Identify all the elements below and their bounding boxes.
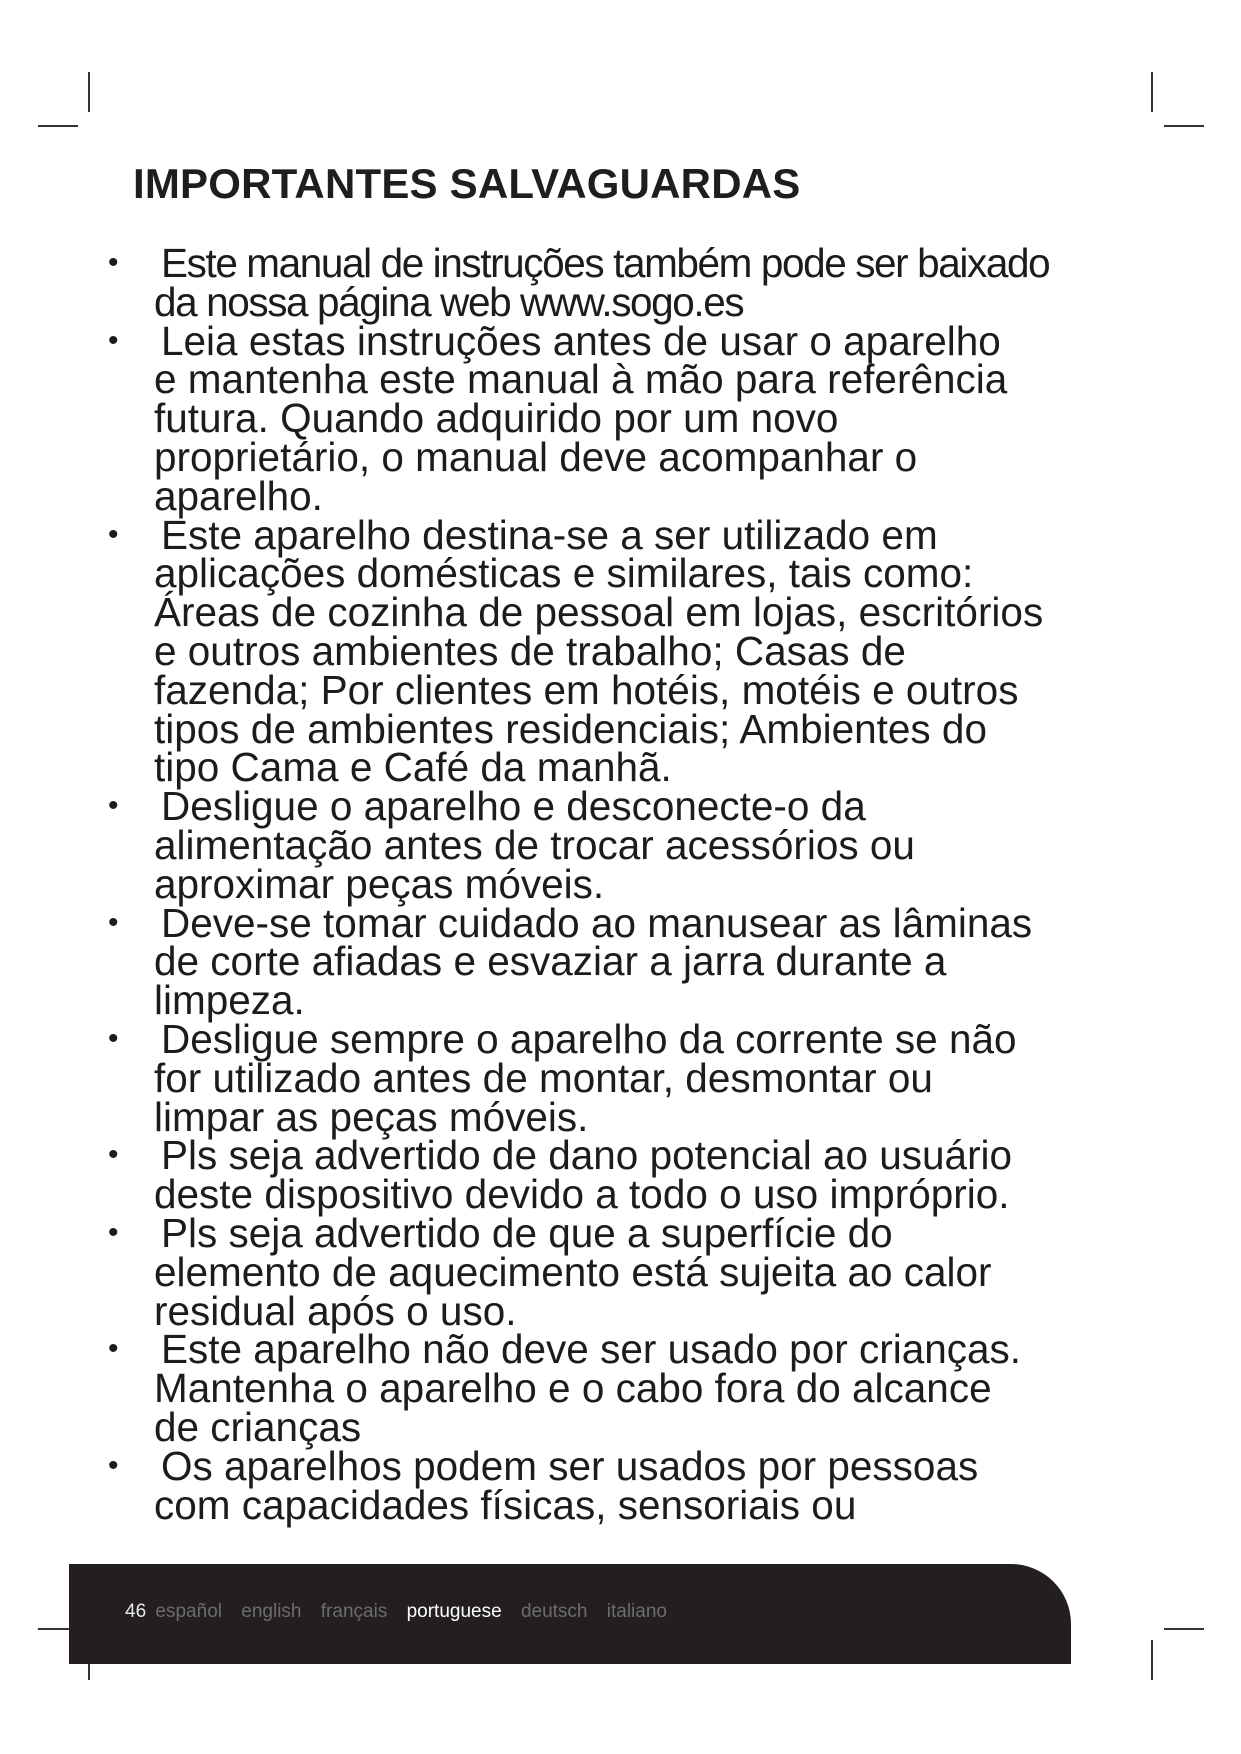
bullet-marker: • [108, 1021, 119, 1055]
list-item-text: Este aparelho não deve ser usado por crianças. Mantenha o aparelho e o cabo fora do alcance de crianças [154, 1326, 1022, 1450]
crop-mark [1164, 125, 1204, 127]
list-item [0, 240, 1241, 325]
language-link-portuguese[interactable]: portuguese [406, 1601, 502, 1622]
bullet-marker: • [108, 246, 119, 279]
list-item-text: Pls seja advertido de que a superfície do elemento de aquecimento está sujeita ao calor residual após o uso. [154, 1209, 992, 1334]
language-link-deutsch[interactable]: deutsch [520, 1601, 588, 1622]
crop-mark [1151, 1640, 1153, 1680]
list-item [0, 1132, 1241, 1218]
bullet-marker: • [108, 1215, 119, 1249]
bullet-marker: • [108, 1332, 119, 1366]
language-link-espanol[interactable]: español [155, 1601, 222, 1622]
list-item [0, 1015, 1241, 1140]
list-item [0, 1209, 1241, 1334]
bullet-marker: • [108, 905, 119, 939]
bullet-marker: • [108, 1448, 119, 1482]
list-item-text: Desligue sempre o aparelho da corrente se não for utilizado antes de montar, desmontar ou limpar as peças móveis. [154, 1015, 1017, 1140]
list-item [0, 1442, 1241, 1528]
list-item [0, 783, 1241, 907]
language-link-english[interactable]: english [241, 1601, 302, 1622]
footer-language-bar [125, 1601, 681, 1623]
safeguards-list [0, 240, 1241, 1528]
list-item-text: Os aparelhos podem ser usados por pessoas com capacidades físicas, sensoriais ou [154, 1442, 979, 1528]
page-number: 46 [125, 1601, 147, 1622]
list-item-text: Pls seja advertido de dano potencial ao usuário deste dispositivo devido a todo o uso impróprio. [154, 1132, 1013, 1218]
bullet-marker: • [108, 789, 119, 823]
list-item-text: Deve-se tomar cuidado ao manusear as lâminas de corte afiadas e esvaziar a jarra durante a limpeza. [154, 899, 1033, 1024]
list-item [0, 899, 1241, 1024]
bullet-marker: • [108, 517, 119, 551]
bullet-marker: • [108, 1138, 119, 1172]
list-item [0, 1326, 1241, 1450]
list-item-text: Desligue o aparelho e desconecte-o da alimentação antes de trocar acessórios ou aproximar peças móveis. [154, 783, 915, 907]
crop-mark [1164, 1628, 1204, 1630]
crop-mark [38, 125, 78, 127]
crop-mark [1151, 72, 1153, 112]
list-item [0, 511, 1241, 791]
list-item [0, 317, 1241, 519]
page-title: IMPORTANTES SALVAGUARDAS [133, 160, 801, 207]
crop-mark [88, 72, 90, 112]
language-link-francais[interactable]: français [320, 1601, 388, 1622]
list-item-text: Este manual de instruções também pode ser baixado da nossa página web www.sogo.es [154, 240, 1050, 325]
language-link-italiano[interactable]: italiano [606, 1601, 667, 1622]
list-item-text: Este aparelho destina-se a ser utilizado em aplicações domésticas e similares, tais como: Áreas de cozinha de pessoal em lojas, escritórios e outros ambientes de trabalho; Casas de fazenda; Por clientes em hotéis, motéis e outros tipos de ambientes residenciais; Ambientes do tipo Cama e Café da manhã. [154, 511, 1044, 791]
list-item-text: Leia estas instruções antes de usar o aparelho e mantenha este manual à mão para referência futura. Quando adquirido por um novo proprietário, o manual deve acompanhar o aparelho. [154, 317, 1008, 519]
bullet-marker: • [108, 323, 119, 357]
